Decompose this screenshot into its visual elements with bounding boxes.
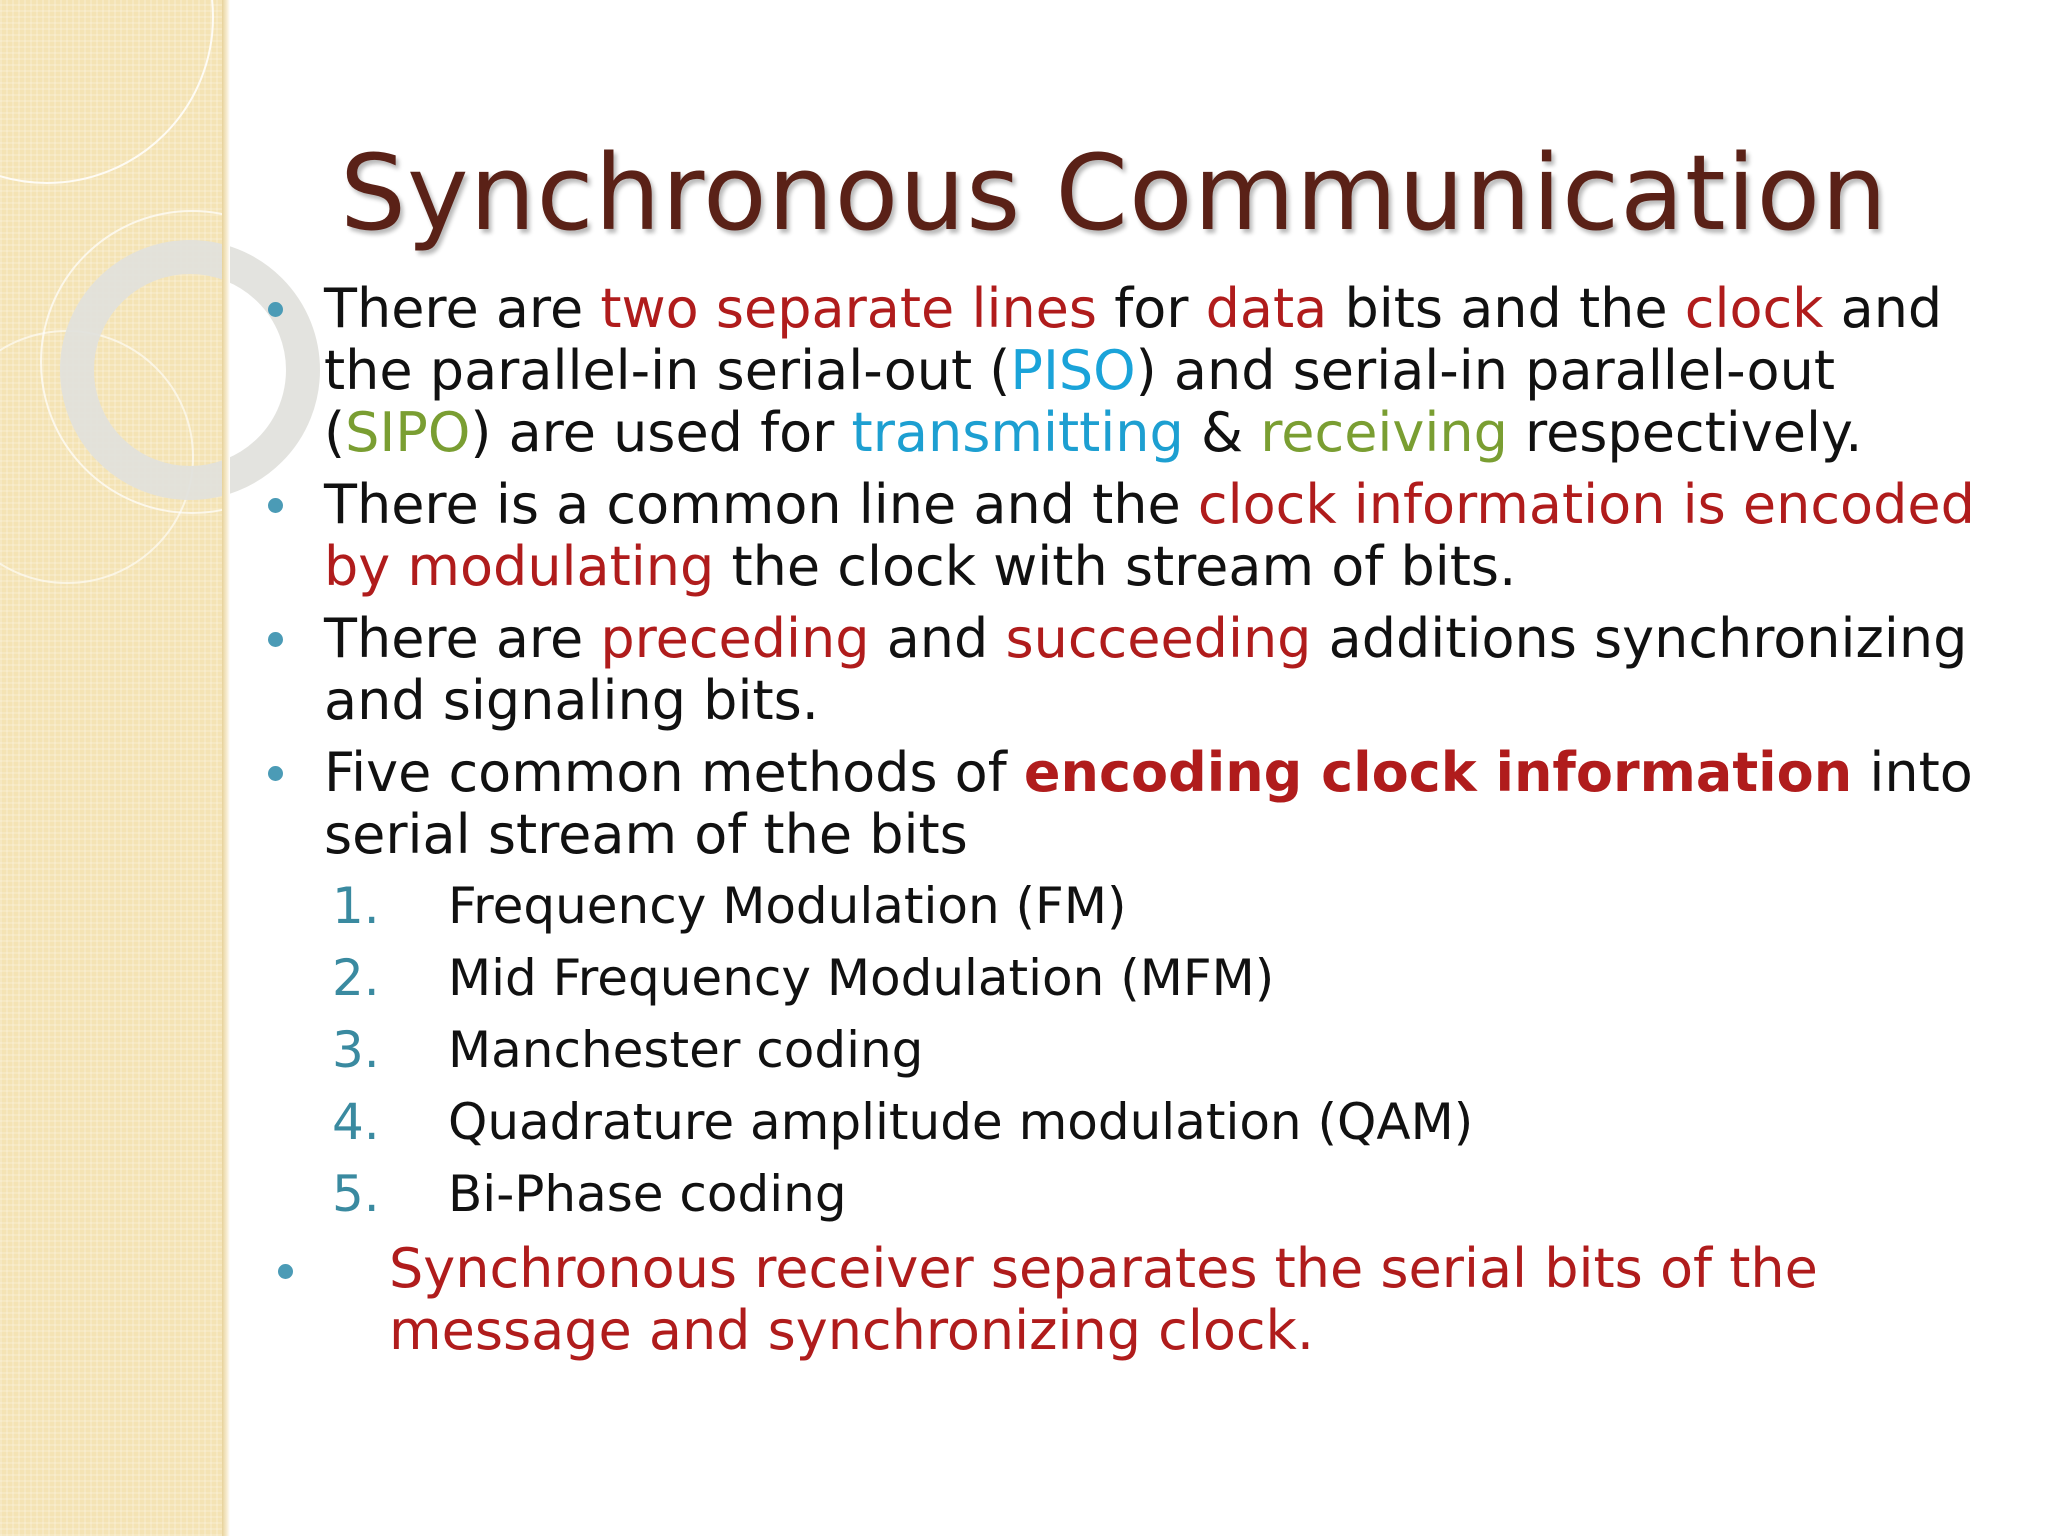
list-item-label: Quadrature amplitude modulation (QAM)	[448, 1093, 1474, 1151]
highlighted-text: receiving	[1260, 401, 1508, 464]
slide-content	[262, 278, 1982, 1372]
list-item-label: Manchester coding	[448, 1021, 924, 1079]
bullet-dot-icon	[268, 302, 283, 317]
text-segment: There are	[324, 607, 601, 670]
bullet-text: Synchronous receiver separates the serial bits of the message and synchronizing clock.	[389, 1237, 1818, 1362]
text-segment: into serial stream of the bits	[324, 741, 1973, 866]
encoding-methods-list	[324, 870, 1982, 1230]
list-number: 2.	[332, 949, 380, 1007]
bullet-text	[324, 607, 1967, 732]
text-segment: There are	[324, 277, 601, 340]
text-segment: the clock with stream of bits.	[714, 535, 1517, 598]
highlighted-text: succeeding	[1005, 607, 1312, 670]
bullet-point	[262, 278, 1982, 464]
decorative-ring	[0, 0, 214, 184]
bullet-dot-icon	[268, 632, 283, 647]
list-number: 4.	[332, 1093, 380, 1151]
bullet-text	[324, 741, 1973, 866]
text-segment: additions synchronizing and signaling bits.	[324, 607, 1968, 732]
text-segment: and	[869, 607, 1006, 670]
bullet-dot-icon	[268, 498, 283, 513]
list-number: 5.	[332, 1165, 380, 1223]
bullet-text	[324, 473, 1975, 598]
list-item-label: Mid Frequency Modulation (MFM)	[448, 949, 1275, 1007]
text-segment: Five common methods of	[324, 741, 1024, 804]
text-segment: &	[1183, 401, 1261, 464]
decorative-side-band	[0, 0, 228, 1536]
decorative-band-edge	[222, 0, 230, 1536]
text-segment: respectively.	[1507, 401, 1863, 464]
bullet-point-final	[262, 1238, 1982, 1362]
text-segment: ) are used for	[470, 401, 852, 464]
highlighted-text: preceding	[600, 607, 870, 670]
slide-title: Synchronous Communication	[340, 132, 1889, 254]
list-item	[324, 1158, 1982, 1230]
highlighted-text: clock	[1684, 277, 1824, 340]
list-item	[324, 870, 1982, 942]
text-segment: ) and serial-in parallel-out (	[324, 339, 1835, 464]
list-number: 1.	[332, 877, 380, 935]
bullet-text	[324, 277, 1942, 464]
list-item	[324, 942, 1982, 1014]
bullet-dot-icon	[278, 1264, 293, 1279]
highlighted-text: PISO	[1010, 339, 1136, 402]
bullet-dot-icon	[268, 766, 283, 781]
list-item-label: Frequency Modulation (FM)	[448, 877, 1127, 935]
list-number: 3.	[332, 1021, 380, 1079]
highlighted-text: SIPO	[345, 401, 471, 464]
list-item-label: Bi-Phase coding	[448, 1165, 847, 1223]
text-segment: for	[1097, 277, 1206, 340]
highlighted-text: clock information is encoded by modulating	[324, 473, 1975, 598]
list-item	[324, 1014, 1982, 1086]
highlighted-text: transmitting	[851, 401, 1184, 464]
highlighted-text: encoding clock information	[1023, 741, 1853, 804]
bullet-point	[262, 742, 1982, 866]
bullet-point	[262, 474, 1982, 598]
highlighted-text: two separate lines	[600, 277, 1098, 340]
highlighted-text: data	[1205, 277, 1328, 340]
text-segment: bits and the	[1327, 277, 1685, 340]
text-segment: There is a common line and the	[324, 473, 1198, 536]
list-item	[324, 1086, 1982, 1158]
text-segment: and the parallel-in serial-out (	[324, 277, 1943, 402]
bullet-point	[262, 608, 1982, 732]
